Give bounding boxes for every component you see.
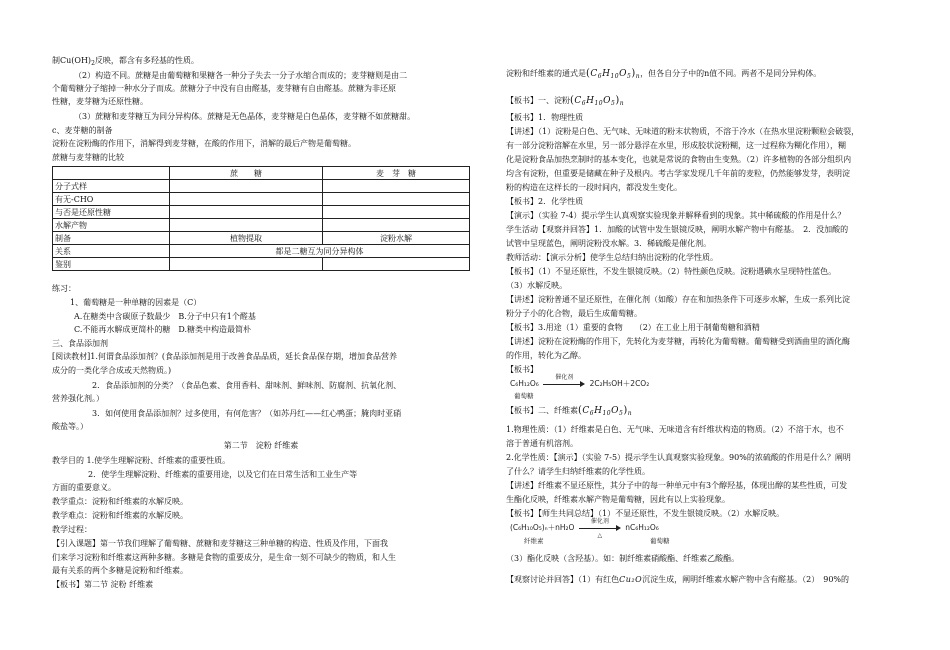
reaction-arrow: 催化剂	[543, 380, 585, 388]
table-row	[53, 245, 470, 258]
text-line: 化是淀粉食品加热烹制时的基本变化，也就是常说的食物由生变熟。（2）许多植物的各部分组织内	[506, 155, 852, 164]
text-line: 【讲述】纤维素不显还原性，其分子中的每一种单元中有3个醇羟基，体现出醇的某些性质，可发	[506, 481, 848, 490]
table-row	[53, 258, 470, 271]
formula: $(C_6H_{10}O_5)_n$	[578, 405, 633, 417]
row-label: 与否是还原性糖	[53, 206, 170, 219]
text-line: 教师活动：【演示分析】使学生总结归纳出淀粉的化学性质。	[506, 253, 718, 262]
text-line: 均含有淀粉，但重要是储藏在种子及根内。考古学家发现几千年前的麦粒，仍然能够发芽，表明淀	[506, 169, 850, 178]
formula: Cu₂O	[619, 575, 643, 584]
text-line: 淀粉和纤维素的通式是$(C_6H_{10}O_5)_n$，但各自分子中的n值不同。两者不是同分异构体。	[506, 68, 822, 80]
text-line: 生酯化反映，纤维素水解产物是葡萄糖，因此有以上实验现象。	[506, 495, 730, 504]
text-line: 性糖，麦芽糖为还原性糖。	[52, 97, 148, 106]
text-line: 教学难点：淀粉和纤维素的水解反映。	[52, 511, 188, 520]
text-line: 【板书】（1）不显还原性，不发生银镜反映。（2）特性颜色反映。淀粉遇碘水呈现特性蓝色。	[506, 267, 837, 276]
subheading: c、麦芽糖的制备	[52, 126, 113, 135]
text-line: 粉的构造在这样长的一段时间内，都没发生变化。	[506, 183, 682, 192]
text-line: 们来学习淀粉和纤维素这两种多糖。多糖是食物的重要成分，是生命一刻不可缺少的物质，和人生	[52, 553, 396, 562]
cell-sucrose-prep: 植物提取	[170, 232, 323, 245]
text-line: （2）构造不同。蔗糖是由葡萄糖和果糖各一种分子失去一分子水缩合而成的；麦芽糖则是由二	[74, 71, 408, 80]
text-line: C.不能再水解成更简朴的糖 D.糖类中构造最简朴	[74, 325, 252, 334]
text-line: 【板书】2．化学性质	[506, 197, 584, 206]
text-line: 1、葡萄糖是一种单糖的因素是（C）	[70, 298, 202, 307]
table-row	[53, 206, 470, 219]
reaction-arrow: 催化剂 △	[579, 524, 621, 532]
text-line: 教学过程：	[52, 525, 92, 534]
text-line: 【板书】3.用途（1）重要的食物 （2）在工业上用于制葡萄糖和酒精	[506, 323, 760, 332]
equation-label: 葡萄糖	[650, 537, 670, 545]
row-label: 关系	[53, 245, 170, 258]
fermentation-equation	[510, 374, 710, 404]
equation-rhs: nC₆H₁₂O₆	[625, 523, 659, 532]
table-row	[53, 193, 470, 206]
text-line: 【讲述】淀粉普通不显还原性，在催化剂（如酸）存在和加热条件下可逐步水解，生成一系列比淀	[506, 295, 850, 304]
text-line: 1.物理性质：（1）纤维素是白色、无气味、无味道含有纤维状构造的物质。（2）不溶于水，也不	[506, 425, 844, 434]
text-line: 营养强化剂。）	[52, 394, 104, 403]
subheading: 三、食品添加剂	[52, 339, 108, 348]
text-line: 3．如何使用食品添加剂？过多使用，有何危害？（如苏丹红——红心鸭蛋；腌肉时亚硝	[92, 409, 402, 418]
header-maltose: 麦 芽 糖	[323, 167, 470, 180]
text-line: 学生活动【观察并回答】1．加酸的试管中发生银镜反映，阐明水解产物中有醛基。 2．没加酸的	[506, 225, 849, 234]
hydrolysis-equation	[510, 518, 730, 548]
text-line: 【引入课题】第一节我们理解了葡萄糖、蔗糖和麦芽糖这三种单糖的构造、性质及作用，下面我	[52, 539, 388, 548]
text-line: 淀粉在淀粉酶的作用下，消解得到麦芽糖，在酸的作用下，消解的最后产物是葡萄糖。	[52, 139, 356, 148]
text-line: 试管中呈现蓝色，阐明淀粉没水解。3．稀硫酸是催化剂。	[506, 239, 712, 248]
section-title: 第二节 淀粉 纤维素	[223, 441, 299, 450]
text-line: （3）酯化反映（含羟基）。如：制纤维素硝酸酯、纤维素乙酸酯。	[506, 554, 740, 563]
text-line: 2．食品添加剂的分类？（食品色素、食用香料、甜味剂、鲜味剂、防腐剂、抗氧化剂、	[92, 381, 402, 390]
text-line: [阅读教材]1.何谓食品添加剂？(食品添加剂是用于改善食品品质，延长食品保存期，增加食品营养	[52, 352, 397, 361]
text-line: 教学重点：淀粉和纤维素的水解反映。	[52, 497, 188, 506]
row-label: 制备	[53, 232, 170, 245]
cell-relation: 都是二糖互为同分异构体	[170, 245, 470, 258]
text-line: 有一部分淀粉溶解在水里，另一部分悬浮在水里，形成胶状淀粉糊，这一过程称为糊化作用），糊	[506, 141, 846, 150]
text-line: 2．使学生理解淀粉、纤维素的重要用途，以及它们在日常生活和工业生产等	[88, 470, 358, 479]
row-label: 分子式样	[53, 180, 170, 193]
table-row	[53, 180, 470, 193]
formula: $(C_6H_{10}O_5)_n$	[570, 95, 625, 107]
text-line: 【板书】1．物理性质	[506, 113, 584, 122]
text-line: A.在糖类中含碳原子数最少 B.分子中只有1个醛基	[74, 312, 256, 321]
formula: $(C_6H_{10}O_5)_n$	[586, 68, 641, 80]
equation-lhs: (C₆H₁₀O₅)ₙ＋nH₂O	[510, 523, 575, 532]
table-row	[53, 232, 470, 245]
text-line: （3）蔗糖和麦芽糖互为同分异构体。蔗糖是无色晶体，麦芽糖是白色晶体，麦芽糖不如蔗糖甜。	[74, 112, 416, 121]
text-line: 个葡萄糖分子缩掉一种水分子而成。蔗糖分子中没有自由醛基，麦芽糖有自由醛基。蔗糖为非还原	[52, 84, 396, 93]
text-line: 最有关系的两个多糖是淀粉和纤维素。	[52, 566, 188, 575]
text-line: 成分的一类化学合成或天然物质。)	[52, 366, 172, 375]
text-line: 【演示】（实验 7-4）提示学生认真观察实验现象并解释看到的现象。其中稀硫酸的作用是什么？	[506, 211, 846, 220]
equation-lhs: C₆H₁₂O₆	[510, 379, 539, 388]
row-label: 水解产物	[53, 219, 170, 232]
heading: 【板书】二、纤维素$(C_6H_{10}O_5)_n$	[506, 405, 633, 417]
row-label: 有无-CHO	[53, 193, 170, 206]
text-line: 【讲述】淀粉在淀粉酶的作用下，先转化为麦芽糖，再转化为葡萄糖。葡萄糖受到酒曲里的酒化酶	[506, 337, 850, 346]
text-line: 方面的重要意义。	[52, 483, 116, 492]
text-line: 的作用，转化为乙醇。	[506, 351, 586, 360]
text-line: 2.化学性质：【演示】（实验 7-5）提示学生认真观察实验现象。90%的浓硫酸的作用是什么？阐明	[506, 453, 851, 462]
text-line: 【观察讨论并回答】（1）有红色Cu₂O沉淀生成，阐明纤维素水解产物中含有醛基。（2） 90%的	[506, 575, 850, 584]
text-line: 练习：	[52, 284, 76, 293]
cell-maltose-prep: 淀粉水解	[323, 232, 470, 245]
equation-label: 葡萄糖	[514, 392, 534, 400]
text-line: （3）水解反映。	[506, 281, 568, 290]
equation-label: 纤维素	[524, 537, 544, 545]
text-line: 粉分子小的化合物，最后生成葡萄糖。	[506, 309, 642, 318]
equation-rhs: 2C₂H₅OH＋2CO₂	[589, 379, 650, 388]
comparison-table	[52, 166, 470, 271]
text-line: 酸盐等。）	[52, 422, 88, 431]
row-label: 鉴别	[53, 258, 170, 271]
text-line: 教学目的 1.使学生理解淀粉、纤维素的重要性质。	[52, 456, 231, 465]
table-row	[53, 219, 470, 232]
table-caption: 蔗糖与麦芽糖的比较	[52, 153, 124, 162]
table-header-row	[53, 167, 470, 180]
text-line: 制$Cu(OH)_2$反映，都含有多羟基的性质。	[52, 56, 199, 67]
header-sucrose: 蔗 糖	[170, 167, 323, 180]
text-line: 【板书】【师生共同总结】（1）不显还原性，不发生银镜反映。（2）水解反映。	[506, 509, 785, 518]
text-line: 溶于普通有机溶剂。	[506, 439, 578, 448]
text-line: 【板书】第二节 淀粉 纤维素	[52, 580, 154, 589]
text-line: 了什么？请学生归纳纤维素的化学性质。	[506, 467, 650, 476]
text-line: 【讲述】（1）淀粉是白色、无气味、无味道的粉末状物质，不溶于冷水（在热水里淀粉颗粒会破裂，	[506, 127, 860, 136]
text-line: 【板书】	[506, 365, 538, 374]
heading: 【板书】一、淀粉$(C_6H_{10}O_5)_n$	[506, 95, 625, 107]
